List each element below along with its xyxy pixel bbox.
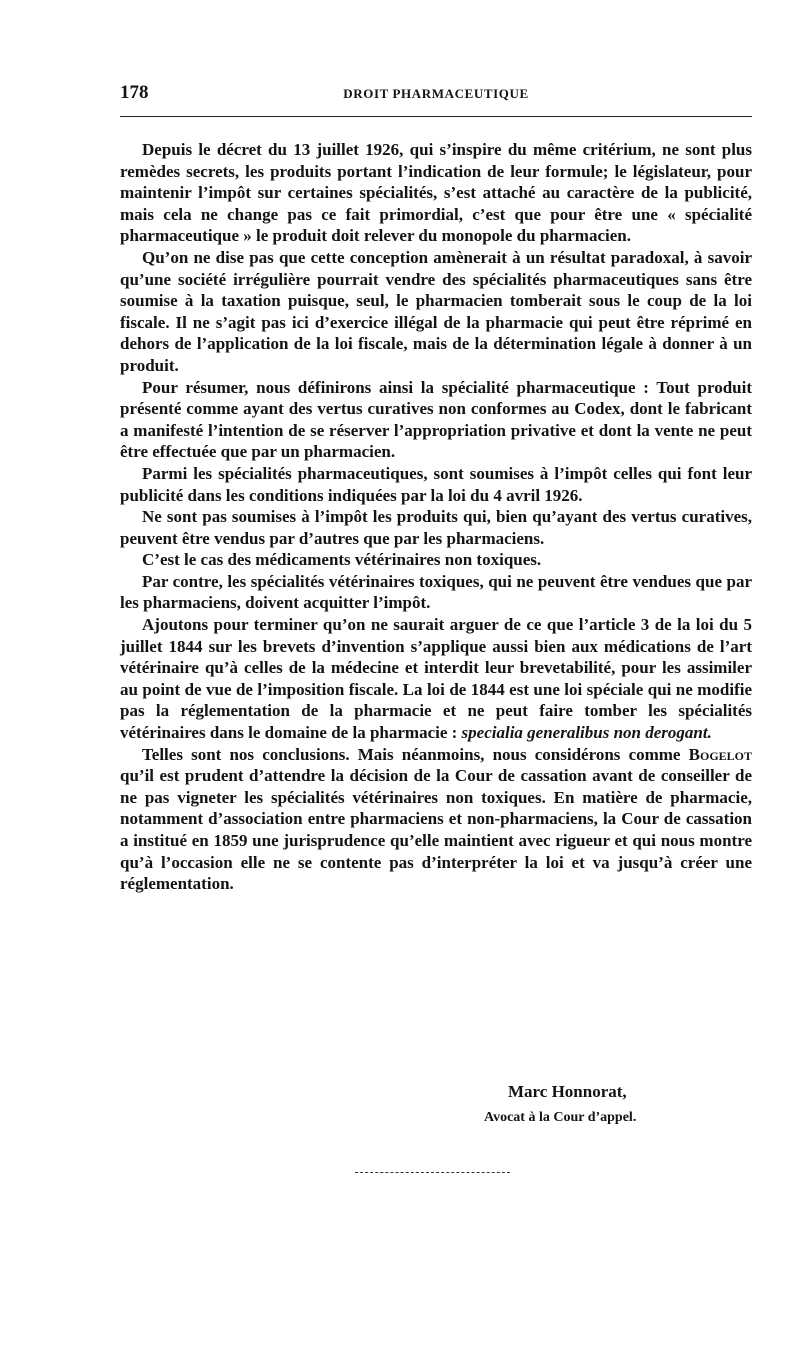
paragraph-decret: Depuis le décret du 13 juillet 1926, qui s’inspire du même critérium, ne sont plus remèdes secrets, les produits portant l’indication de leur formule; le législateur, pour maintenir l’impôt sur certaines spécialités, s’est attaché au caractère de la publicité, mais cela ne change pas ce fait primordial, c’est que pour être une « spécialité pharmaceutique » le produit doit relever du monopole du pharmacien. xyxy=(120,140,752,246)
signature-block xyxy=(120,1082,752,1152)
brevets-text: Ajoutons pour terminer qu’on ne saurait arguer de ce que l’article 3 de la loi du 5 juillet 1844 sur les brevets d’invention s’applique aussi bien aux médications de l’art vétérinaire qu’à celles de la médecine et interdit leur brevetabilité, pour les assimiler au point de vue de l’imposition fiscale. La loi de 1844 est une loi spéciale qui ne modifie pas la réglementation de la pharmacie et ne peut faire tomber les spécialités vétérinaires dans le domaine de la pharmacie : xyxy=(120,615,752,743)
author-title: Avocat à la Cour d’appel. xyxy=(484,1110,637,1125)
paragraph-definition: Pour résumer, nous définirons ainsi la spécialité pharmaceutique : Tout produit présenté comme ayant des vertus curatives non conformes au Codex, dont le fabricant a manifesté l’intention de se réserver l’appropriation privative et dont la vente ne peut être effectuée que par un pharmacien. xyxy=(120,377,752,462)
latin-maxim: specialia generalibus non derogant. xyxy=(461,723,712,743)
paragraph-non-soumises: Ne sont pas soumises à l’impôt les produits qui, bien qu’ayant des vertus curatives, peuvent être vendus par d’autres que par les pharmaciens. xyxy=(120,507,752,548)
paragraph-par-contre: Par contre, les spécialités vétérinaires toxiques, qui ne peuvent être vendues que par les pharmaciens, doivent acquitter l’impôt. xyxy=(120,571,752,613)
paragraph-brevets xyxy=(120,614,752,744)
conclusions-rest: qu’il est prudent d’attendre la décision de la Cour de cassation avant de conseiller de ne pas vigneter les spécialités vétérinaires non toxiques. En matière de pharmacie, notamment d’association entre pharmaciens et non-pharmaciens, la Cour de cassation a institué en 1859 une jurisprudence qu’elle maintient avec rigueur et qui nous montre qu’à l’occasion elle ne se contente pas d’interpréter la loi et va jusqu’à créer une réglementation. xyxy=(120,766,752,894)
paragraph-veterinaires: C’est le cas des médicaments vétérinaires non toxiques. xyxy=(142,550,542,570)
paragraph-soumises: Parmi les spécialités pharmaceutiques, sont soumises à l’impôt celles qui font leur publicité dans les conditions indiquées par la loi du 4 avril 1926. xyxy=(120,463,752,505)
page-number: 178 xyxy=(120,82,149,103)
cited-author: Bogelot xyxy=(688,744,752,764)
end-rule xyxy=(355,1172,510,1173)
header-rule xyxy=(120,116,752,117)
conclusions-start: Telles sont nos conclusions. Mais néanmoins, nous considérons comme xyxy=(142,744,681,764)
body-text xyxy=(120,139,752,895)
page-header xyxy=(120,82,752,106)
author-name: Marc Honnorat, xyxy=(508,1082,627,1101)
paragraph-paradoxal: Qu’on ne dise pas que cette conception amènerait à un résultat paradoxal, à savoir qu’une société irrégulière pourrait vendre des spécialités pharmaceutiques sans être soumise à la taxation puisque, seul, le pharmacien tomberait sous le coup de la loi fiscale. Il ne s’agit pas ici d’exercice illégal de la pharmacie qui peut être réprimé en dehors de l’application de la loi fiscale, mais de la détermination légale à donner à un produit. xyxy=(120,247,752,375)
paragraph-conclusions xyxy=(120,744,752,895)
running-title: DROIT PHARMACEUTIQUE xyxy=(343,86,529,101)
